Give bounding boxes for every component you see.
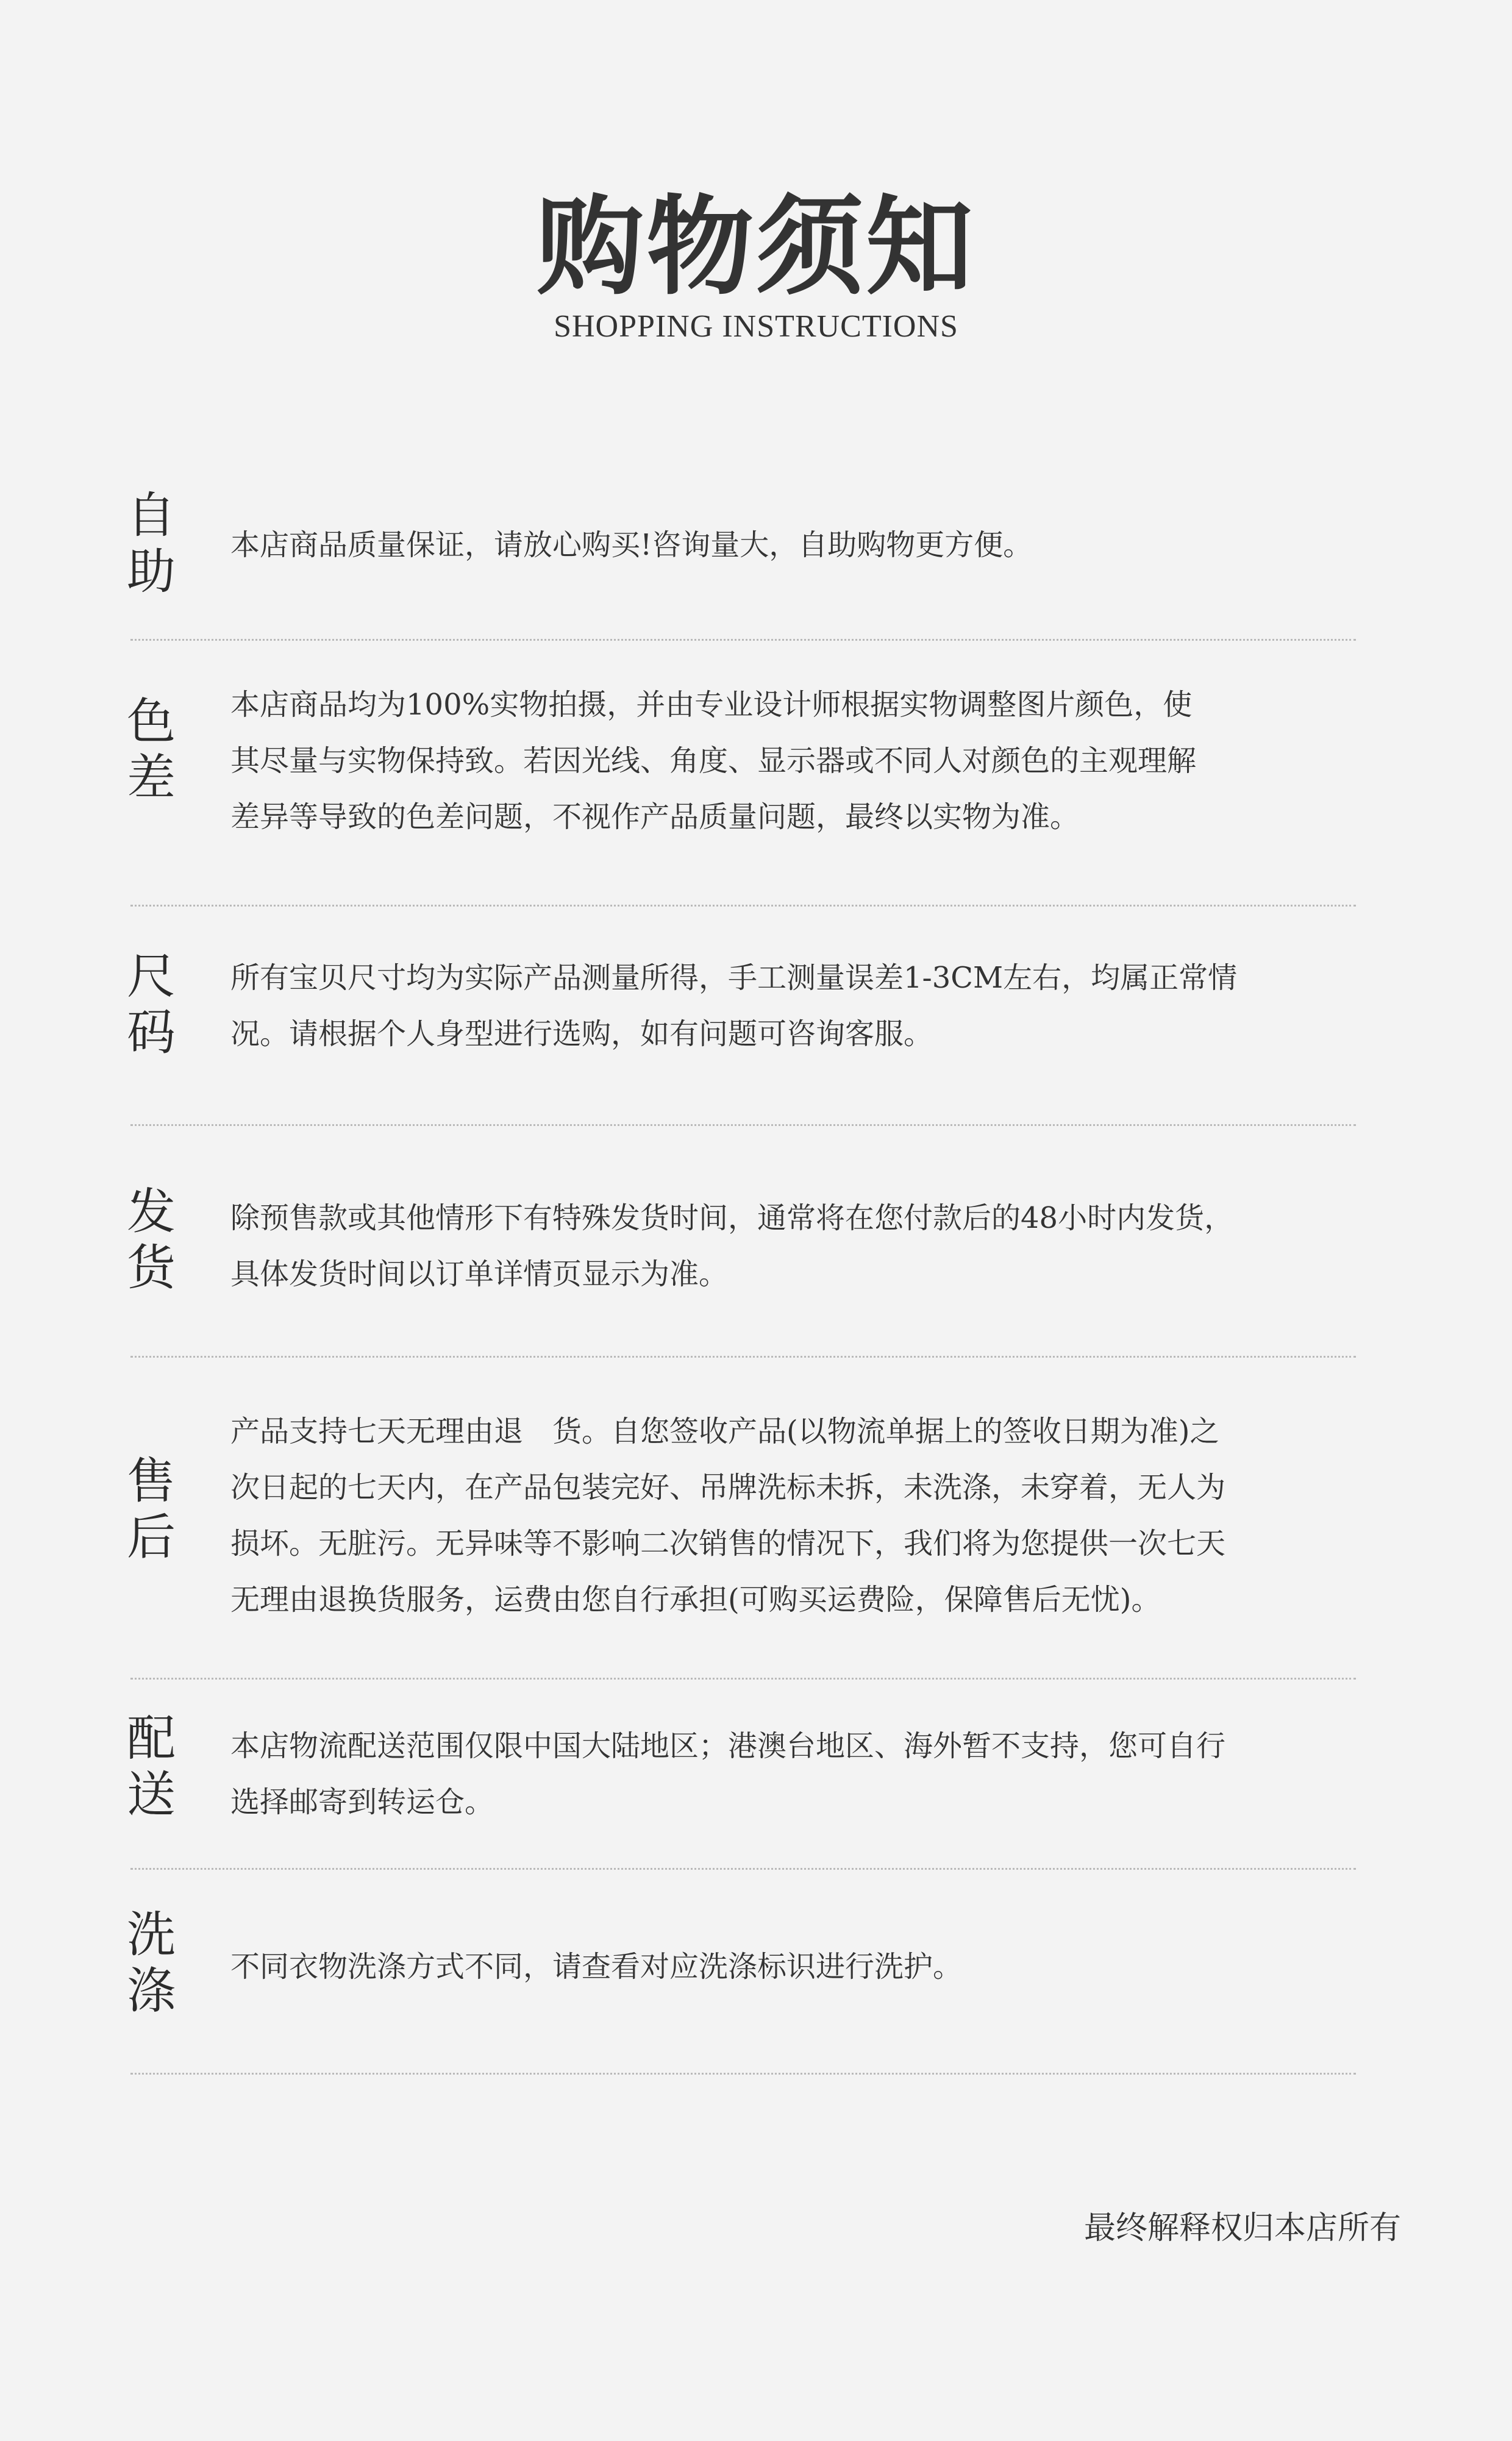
section-divider	[130, 905, 1356, 907]
section-text-delivery: 本店物流配送范围仅限中国大陆地区；港澳台地区、海外暂不支持，您可自行 选择邮寄到转运仓。	[230, 1729, 1226, 1819]
page-title: 购物须知	[536, 184, 975, 310]
section-label-after-sales: 售 后	[127, 1453, 176, 1566]
section-label-washing: 洗 涤	[127, 1906, 176, 2019]
section-divider	[130, 2073, 1356, 2075]
section-label-shipping: 发 货	[127, 1183, 176, 1296]
section-text-washing: 不同衣物洗涤方式不同，请查看对应洗涤标识进行洗护。	[230, 1950, 963, 1984]
section-text-self-service: 本店商品质量保证，请放心购买!咨询量大，自助购物更方便。	[230, 528, 1033, 562]
section-label-color-difference: 色 差	[127, 693, 176, 806]
section-text-after-sales: 产品支持七天无理由退 货。自您签收产品(以物流单据上的签收日期为准)之 次日起的七天内，在产品包装完好、吊牌洗标未拆，未洗涤，未穿着，无人为 损坏。无脏污。无异味等不影响二次销售的情况下，我们将为您提供一次七天 无理由退换货服务，运费由您自行承担(可购买运费险，保障售后无忧)。	[230, 1414, 1226, 1617]
section-divider	[130, 639, 1356, 641]
section-label-self-service: 自 助	[127, 487, 176, 600]
section-divider	[130, 1124, 1356, 1126]
section-text-color-difference: 本店商品均为100%实物拍摄，并由专业设计师根据实物调整图片颜色，使 其尽量与实物保持致。若因光线、角度、显示器或不同人对颜色的主观理解 差异等导致的色差问题，不视作产品质量问题，最终以实物为准。	[230, 688, 1197, 834]
footer-note: 最终解释权归本店所有	[1083, 2210, 1401, 2247]
section-divider	[130, 1356, 1356, 1358]
section-label-size: 尺 码	[127, 948, 176, 1061]
section-text-shipping: 除预售款或其他情形下有特殊发货时间，通常将在您付款后的48小时内发货， 具体发货时间以订单详情页显示为准。	[230, 1201, 1234, 1291]
section-label-delivery: 配 送	[127, 1710, 176, 1823]
page-subtitle: SHOPPING INSTRUCTIONS	[554, 309, 958, 344]
section-text-size: 所有宝贝尺寸均为实际产品测量所得，手工测量误差1-3CM左右，均属正常情 况。请根据个人身型进行选购，如有问题可咨询客服。	[230, 961, 1238, 1051]
section-divider	[130, 1868, 1356, 1870]
section-divider	[130, 1678, 1356, 1680]
